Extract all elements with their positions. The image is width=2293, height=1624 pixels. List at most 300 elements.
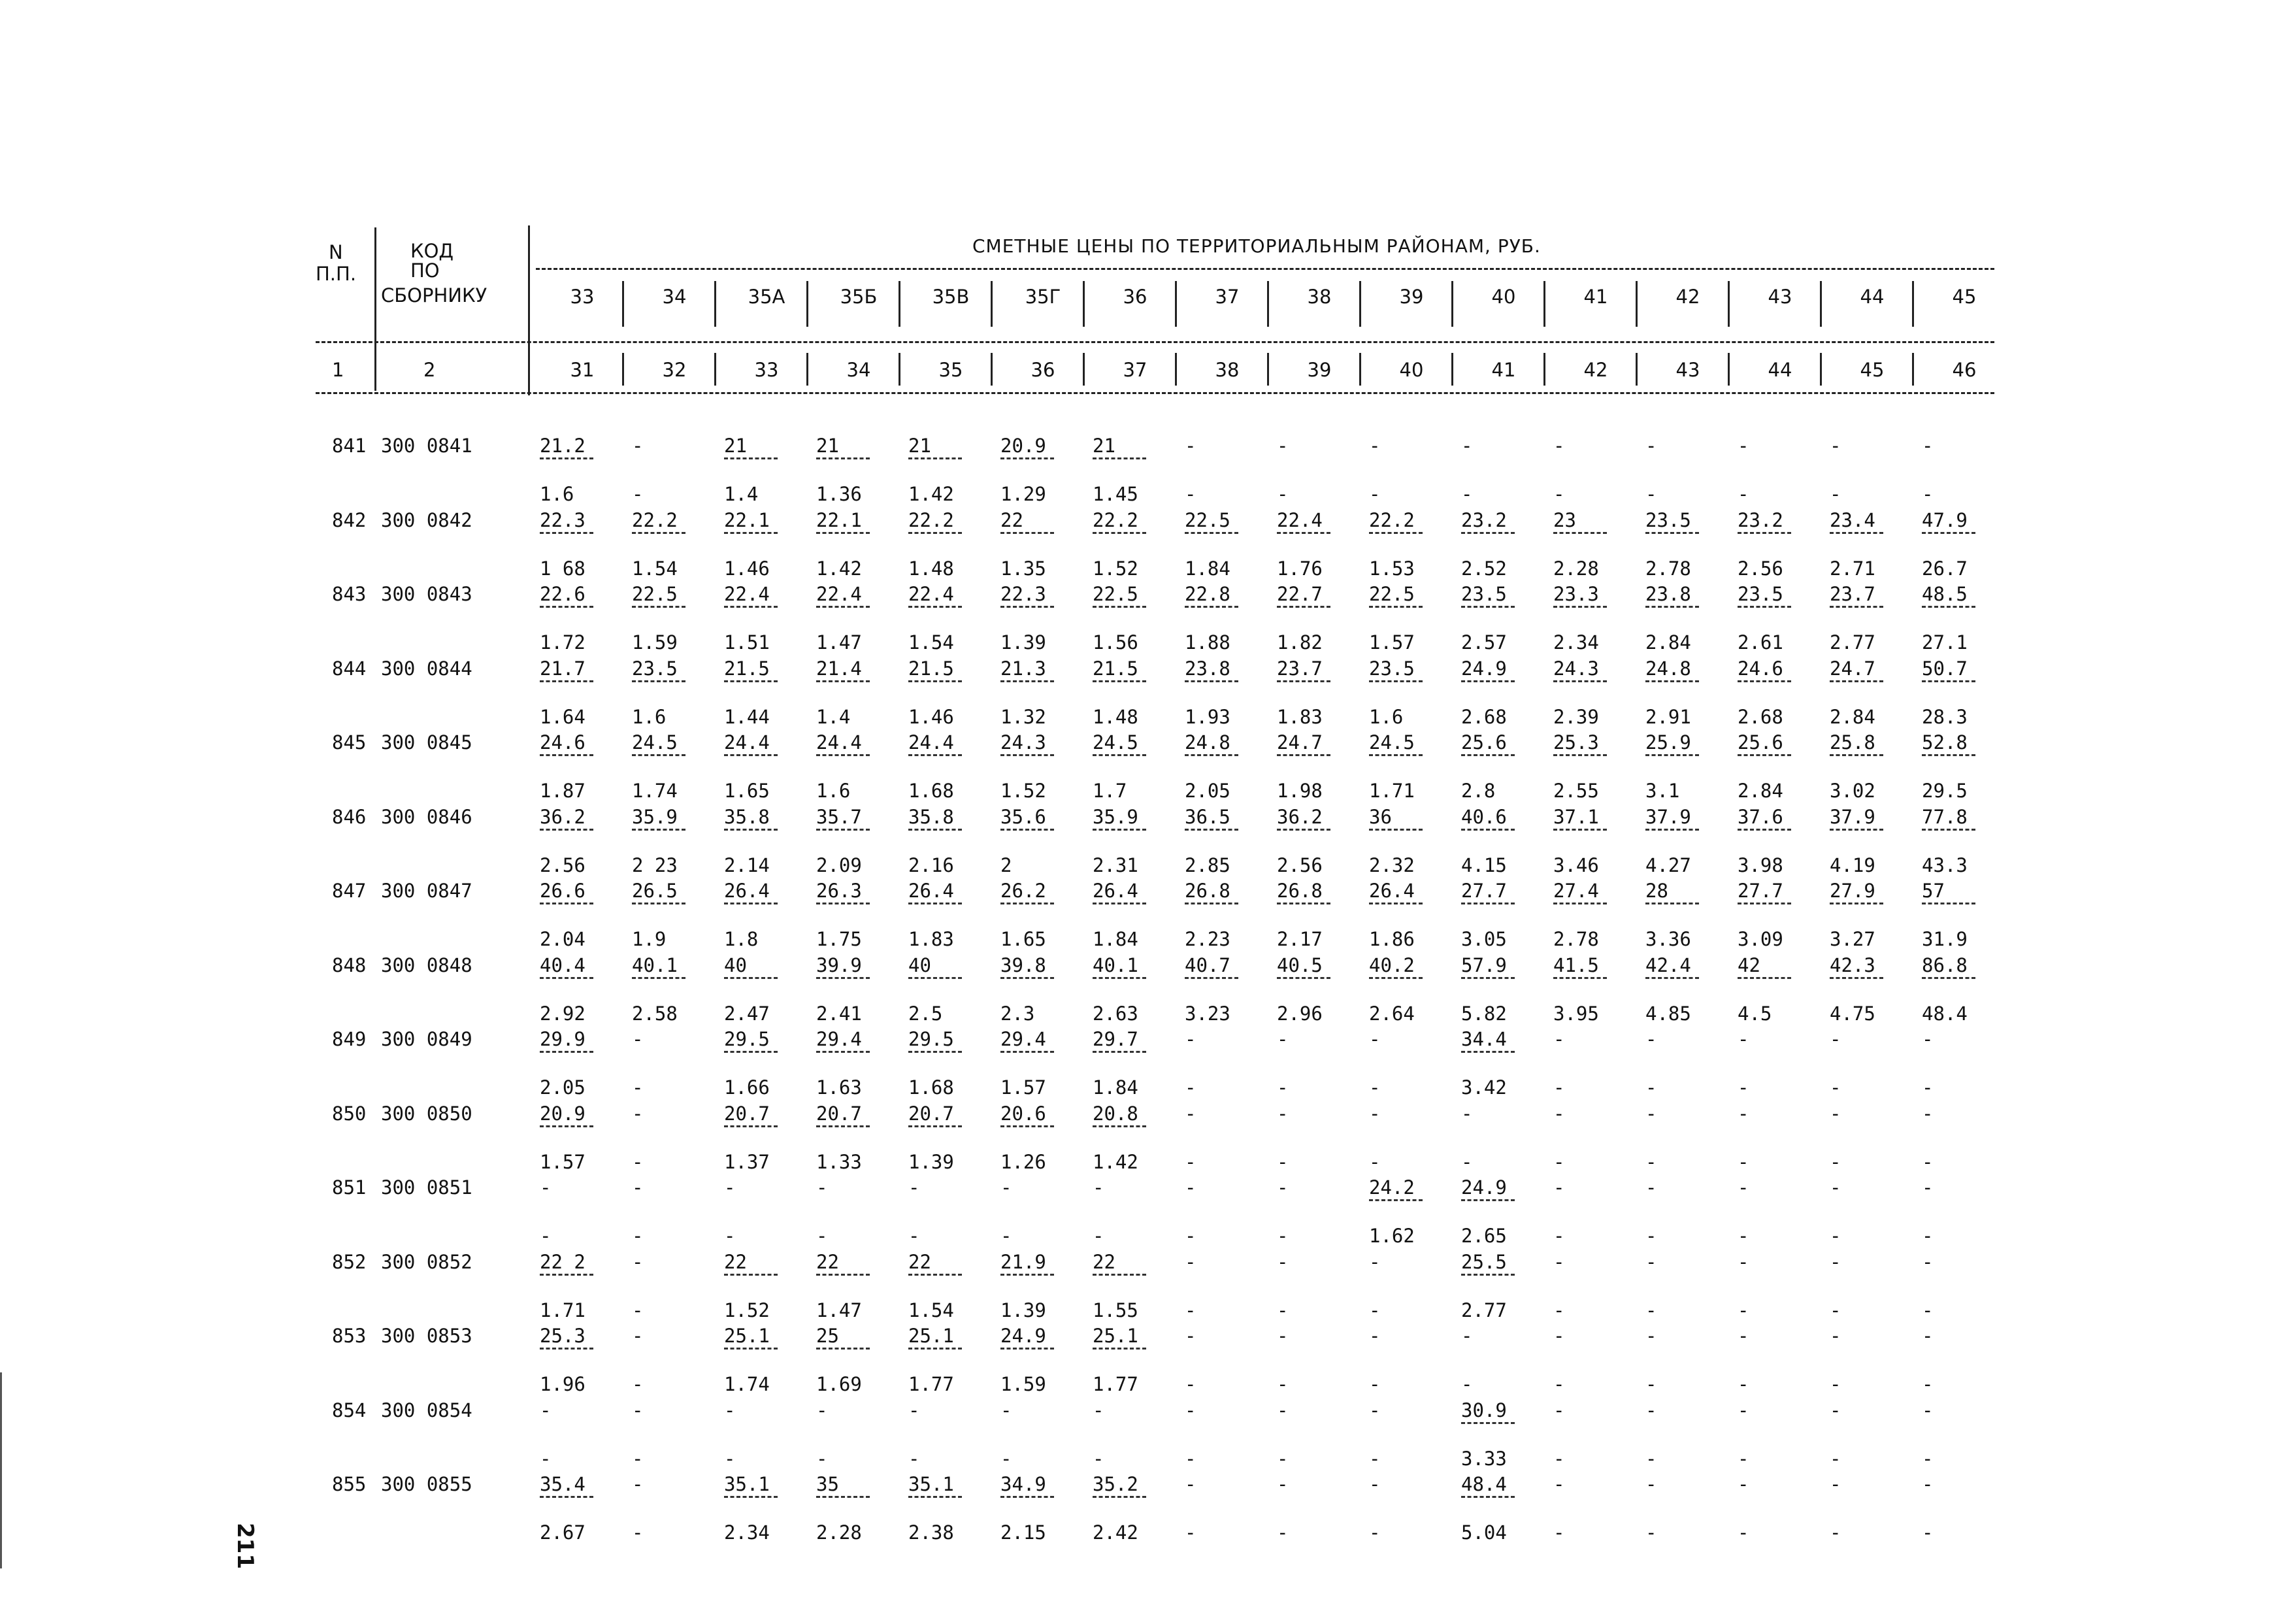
price-value-lower: - (1185, 483, 1196, 505)
price-value: 24.5 (1369, 731, 1415, 754)
header-district-separator (714, 281, 716, 327)
price-value: - (632, 1473, 644, 1495)
fraction-bar (1738, 606, 1791, 608)
price-value-lower: - (1461, 1373, 1473, 1395)
price-value-lower: 2.16 (908, 853, 954, 876)
price-value-lower: 1.72 (540, 631, 586, 654)
fraction-bar (816, 1348, 870, 1350)
price-value-lower: - (1369, 1447, 1381, 1470)
price-value: 22.4 (1277, 508, 1323, 531)
col-number-9: 37 (1123, 359, 1147, 381)
fraction-bar (1461, 903, 1515, 904)
price-value-lower: 1.42 (908, 483, 954, 505)
price-value-lower: 2.39 (1553, 705, 1599, 728)
price-value-lower: 2.77 (1830, 631, 1875, 654)
fraction-bar (540, 1125, 593, 1127)
price-value: - (1830, 1102, 1841, 1125)
price-value: 47.9 (1922, 508, 1968, 531)
price-value-lower: 27.1 (1922, 631, 1968, 654)
fraction-bar (540, 680, 593, 682)
price-value: - (1738, 1250, 1749, 1273)
price-value-lower: 2.34 (724, 1521, 770, 1544)
price-value-lower: 2.56 (1738, 557, 1783, 580)
price-value: 35.1 (724, 1473, 770, 1495)
price-value-lower: - (1645, 1447, 1657, 1470)
col-number-15: 43 (1675, 359, 1700, 381)
fraction-bar (1738, 754, 1791, 756)
fraction-bar (1000, 1348, 1054, 1350)
price-value: 26.8 (1277, 880, 1323, 902)
price-value-lower: 31.9 (1922, 928, 1968, 950)
header-rule-title (536, 268, 1994, 270)
fraction-bar (724, 1051, 778, 1053)
header-district-separator (991, 281, 993, 327)
fraction-bar (908, 1496, 962, 1498)
col-number-separator (1728, 353, 1730, 386)
header-district-separator (1912, 281, 1914, 327)
price-value: 25.8 (1830, 731, 1875, 754)
price-value: 20.7 (908, 1102, 954, 1125)
price-value: 23.8 (1645, 583, 1691, 605)
fraction-bar (1922, 903, 1975, 904)
price-value-lower: - (1185, 1447, 1196, 1470)
price-value-lower: 1.65 (1000, 928, 1046, 950)
price-value: - (1922, 1028, 1934, 1050)
fraction-bar (816, 1125, 870, 1127)
fraction-bar (1093, 977, 1146, 979)
price-value: 24.3 (1000, 731, 1046, 754)
col-number-16: 44 (1768, 359, 1792, 381)
price-value-lower: 1.96 (540, 1373, 586, 1395)
fraction-bar (1000, 1496, 1054, 1498)
fraction-bar (816, 532, 870, 534)
fraction-bar (908, 1051, 962, 1053)
price-value: 40.1 (632, 953, 678, 976)
price-value: 29.5 (724, 1028, 770, 1050)
fraction-bar (1185, 903, 1238, 904)
fraction-bar (1738, 903, 1791, 904)
fraction-bar (908, 1348, 962, 1350)
price-value-lower: - (1461, 1150, 1473, 1173)
price-value-lower: 26.7 (1922, 557, 1968, 580)
price-value-lower: 1.4 (816, 705, 851, 728)
price-value: - (1185, 1176, 1196, 1199)
table-row-number: 853 (332, 1325, 367, 1347)
header-district-7: 36 (1123, 286, 1147, 308)
price-value-lower: - (1738, 483, 1749, 505)
price-value-lower: - (1277, 1150, 1289, 1173)
header-district-2: 34 (662, 286, 687, 308)
price-value: 24.5 (632, 731, 678, 754)
price-value: 21.4 (816, 657, 862, 680)
price-value: 26.4 (1369, 880, 1415, 902)
price-value: - (1369, 435, 1381, 457)
fraction-bar (1185, 606, 1238, 608)
price-value-lower: 2.58 (632, 1002, 678, 1025)
price-value: - (1645, 1028, 1657, 1050)
fraction-bar (1922, 754, 1975, 756)
fraction-bar (724, 606, 778, 608)
col-number-separator (1820, 353, 1822, 386)
price-value: 23.7 (1277, 657, 1323, 680)
price-value: - (1277, 1102, 1289, 1125)
price-value: 21.3 (1000, 657, 1046, 680)
price-value: 40 (724, 953, 747, 976)
fraction-bar (908, 977, 962, 979)
price-value: - (1922, 1102, 1934, 1125)
price-value-lower: 2.41 (816, 1002, 862, 1025)
header-district-separator (1543, 281, 1545, 327)
price-value-lower: 2.56 (1277, 853, 1323, 876)
fraction-bar (1461, 1496, 1515, 1498)
table-row-code: 300 0852 (381, 1250, 472, 1273)
table-row-number: 846 (332, 805, 367, 828)
header-district-14: 43 (1768, 286, 1792, 308)
header-district-3: 35А (748, 286, 785, 308)
header-district-10: 39 (1399, 286, 1424, 308)
price-value-lower: 2.92 (540, 1002, 586, 1025)
price-value-lower: 3.46 (1553, 853, 1599, 876)
price-value: - (1830, 1325, 1841, 1347)
fraction-bar (1369, 1199, 1423, 1201)
price-value-lower: 3.95 (1553, 1002, 1599, 1025)
fraction-bar (540, 977, 593, 979)
price-value-lower: - (1830, 1521, 1841, 1544)
price-value: - (1369, 1250, 1381, 1273)
table-row-code: 300 0842 (381, 508, 472, 531)
price-value: 24.4 (816, 731, 862, 754)
table-row-number: 850 (332, 1102, 367, 1125)
price-value-lower: 1.62 (1369, 1225, 1415, 1247)
price-value: - (1093, 1399, 1104, 1421)
fraction-bar (1738, 532, 1791, 534)
price-value: 40.1 (1093, 953, 1138, 976)
price-value-lower: - (1645, 1373, 1657, 1395)
price-value: 22 (908, 1250, 931, 1273)
price-value-lower: - (1553, 1447, 1565, 1470)
price-value: 35.7 (816, 805, 862, 828)
price-value: - (1277, 1399, 1289, 1421)
fraction-bar (1830, 903, 1883, 904)
header-n-label: N (329, 241, 343, 263)
price-value: 23.2 (1461, 508, 1507, 531)
price-value-lower: - (1645, 1521, 1657, 1544)
col-number-18: 46 (1952, 359, 1977, 381)
fraction-bar (1000, 1125, 1054, 1127)
price-value-lower: 3.98 (1738, 853, 1783, 876)
fraction-bar (1369, 532, 1423, 534)
price-value: 35.9 (632, 805, 678, 828)
price-value-lower: 2.17 (1277, 928, 1323, 950)
fraction-bar (908, 532, 962, 534)
price-value-lower: - (1553, 1076, 1565, 1099)
price-value-lower: 2.05 (540, 1076, 586, 1099)
fraction-bar (1461, 754, 1515, 756)
header-district-11: 40 (1491, 286, 1516, 308)
fraction-bar (540, 457, 593, 459)
price-value-lower: 1.84 (1093, 928, 1138, 950)
price-value-lower: 1.29 (1000, 483, 1046, 505)
price-value: 27.7 (1738, 880, 1783, 902)
price-value-lower: 1.6 (816, 780, 851, 802)
col-number-3: 31 (570, 359, 595, 381)
price-value-lower: 2.14 (724, 853, 770, 876)
price-value-lower: - (816, 1225, 828, 1247)
col-number-14: 42 (1583, 359, 1608, 381)
price-value-lower: 1.8 (724, 928, 759, 950)
price-value: 25.1 (1093, 1325, 1138, 1347)
price-value-lower: 1.87 (540, 780, 586, 802)
price-value: - (1369, 1028, 1381, 1050)
fraction-bar (908, 1125, 962, 1127)
col-number-separator (1175, 353, 1177, 386)
price-value-lower: 2.8 (1461, 780, 1496, 802)
price-value-lower: - (1645, 1225, 1657, 1247)
price-value-lower: 1.55 (1093, 1299, 1138, 1321)
price-value-lower: 2.28 (816, 1521, 862, 1544)
price-value: 26.4 (1093, 880, 1138, 902)
price-value: - (1369, 1473, 1381, 1495)
price-value-lower: 2.28 (1553, 557, 1599, 580)
price-value: 26.4 (724, 880, 770, 902)
price-value-lower: - (1645, 1299, 1657, 1321)
price-value: 23 (1553, 508, 1576, 531)
price-value: 22 (816, 1250, 839, 1273)
price-value-lower: - (1185, 1373, 1196, 1395)
table-row-number: 852 (332, 1250, 367, 1273)
price-value-lower: 1.48 (1093, 705, 1138, 728)
fraction-bar (540, 1348, 593, 1350)
price-value-lower: 2.38 (908, 1521, 954, 1544)
header-district-separator (1083, 281, 1085, 327)
price-value: 22.4 (724, 583, 770, 605)
fraction-bar (816, 1274, 870, 1276)
price-value-lower: - (1185, 1225, 1196, 1247)
fraction-bar (1000, 829, 1054, 831)
price-value-lower: 1.52 (724, 1299, 770, 1321)
price-value-lower: 1.88 (1185, 631, 1230, 654)
price-value-lower: - (1277, 1447, 1289, 1470)
fraction-bar (632, 829, 685, 831)
fraction-bar (632, 606, 685, 608)
price-value: - (1645, 1250, 1657, 1273)
fraction-bar (632, 680, 685, 682)
price-value-lower: 2.52 (1461, 557, 1507, 580)
header-rule-mid (316, 341, 1994, 343)
price-value: - (1738, 1399, 1749, 1421)
price-value: 24.8 (1645, 657, 1691, 680)
price-value: 24.3 (1553, 657, 1599, 680)
fraction-bar (1093, 903, 1146, 904)
fraction-bar (724, 829, 778, 831)
price-value-lower: 1.84 (1093, 1076, 1138, 1099)
fraction-bar (908, 606, 962, 608)
price-value: 24.7 (1830, 657, 1875, 680)
price-value-lower: - (632, 483, 644, 505)
price-value: 23.8 (1185, 657, 1230, 680)
fraction-bar (908, 903, 962, 904)
price-value: - (1553, 1325, 1565, 1347)
fraction-bar (1461, 829, 1515, 831)
fraction-bar (1922, 680, 1975, 682)
fraction-bar (724, 457, 778, 459)
fraction-bar (1369, 903, 1423, 904)
price-value: - (1645, 1473, 1657, 1495)
fraction-bar (1553, 829, 1607, 831)
fraction-bar (1185, 754, 1238, 756)
price-value: 21.5 (908, 657, 954, 680)
price-value-lower: 1.26 (1000, 1150, 1046, 1173)
header-district-8: 37 (1215, 286, 1240, 308)
fraction-bar (1000, 977, 1054, 979)
fraction-bar (1738, 680, 1791, 682)
price-value: 50.7 (1922, 657, 1968, 680)
price-value-lower: - (908, 1447, 920, 1470)
fraction-bar (1553, 606, 1607, 608)
price-value-lower: - (1830, 1076, 1841, 1099)
price-value-lower: - (1553, 1225, 1565, 1247)
price-value: 26.2 (1000, 880, 1046, 902)
price-value: - (816, 1399, 828, 1421)
fraction-bar (1000, 680, 1054, 682)
price-value: 42.3 (1830, 953, 1875, 976)
fraction-bar (1738, 977, 1791, 979)
fraction-bar (1093, 829, 1146, 831)
price-value: - (632, 1176, 644, 1199)
price-value: 29.4 (1000, 1028, 1046, 1050)
price-value-lower: 2.32 (1369, 853, 1415, 876)
price-value-lower: - (540, 1447, 552, 1470)
fraction-bar (816, 977, 870, 979)
fraction-bar (1369, 680, 1423, 682)
price-value: 35.6 (1000, 805, 1046, 828)
fraction-bar (1277, 977, 1330, 979)
price-value: - (1277, 1028, 1289, 1050)
fraction-bar (1277, 606, 1330, 608)
price-value: - (632, 435, 644, 457)
price-value-lower: 2.68 (1738, 705, 1783, 728)
header-district-separator (1267, 281, 1269, 327)
table-row-number: 845 (332, 731, 367, 754)
price-value-lower: 4.27 (1645, 853, 1691, 876)
price-value-lower: 1.82 (1277, 631, 1323, 654)
header-district-separator (899, 281, 900, 327)
price-value: 29.4 (816, 1028, 862, 1050)
price-value: - (1553, 1399, 1565, 1421)
fraction-bar (1922, 829, 1975, 831)
table-row-code: 300 0853 (381, 1325, 472, 1347)
price-value: 25.5 (1461, 1250, 1507, 1273)
price-value: - (1553, 1102, 1565, 1125)
price-value-lower: 1.35 (1000, 557, 1046, 580)
price-value: 24.4 (908, 731, 954, 754)
price-value-lower: - (1553, 1521, 1565, 1544)
price-value: 21.9 (1000, 1250, 1046, 1273)
price-value-lower: 2.34 (1553, 631, 1599, 654)
price-value-lower: - (632, 1150, 644, 1173)
fraction-bar (816, 829, 870, 831)
col-number-5: 33 (754, 359, 779, 381)
table-row-number: 841 (332, 435, 367, 457)
price-value: 29.9 (540, 1028, 586, 1050)
header-district-13: 42 (1675, 286, 1700, 308)
price-value: 37.1 (1553, 805, 1599, 828)
col-number-separator (1636, 353, 1638, 386)
price-value: - (724, 1399, 736, 1421)
price-value: 36.2 (540, 805, 586, 828)
col-number-separator (1543, 353, 1545, 386)
price-value: - (1461, 435, 1473, 457)
price-value-lower: - (632, 1447, 644, 1470)
price-value: 23.5 (1645, 508, 1691, 531)
fraction-bar (1922, 532, 1975, 534)
price-value-lower: - (1093, 1447, 1104, 1470)
price-value-lower: 4.75 (1830, 1002, 1875, 1025)
price-value: 37.9 (1645, 805, 1691, 828)
price-value-lower: 1.59 (632, 631, 678, 654)
col-number-4: 32 (662, 359, 687, 381)
col-number-13: 41 (1491, 359, 1516, 381)
price-value: 26.4 (908, 880, 954, 902)
price-value: 24.6 (1738, 657, 1783, 680)
price-value: - (1185, 1250, 1196, 1273)
table-row-code: 300 0847 (381, 880, 472, 902)
price-value-lower: - (1922, 1447, 1934, 1470)
fraction-bar (1093, 1348, 1146, 1350)
price-value: 26.6 (540, 880, 586, 902)
price-value: 41.5 (1553, 953, 1599, 976)
price-value-lower: - (1830, 1150, 1841, 1173)
price-value: 27.9 (1830, 880, 1875, 902)
price-value: 23.5 (1369, 657, 1415, 680)
price-value: 25 (816, 1325, 839, 1347)
price-value: - (1461, 1102, 1473, 1125)
price-value-lower: 2.31 (1093, 853, 1138, 876)
price-value: - (1922, 1325, 1934, 1347)
fraction-bar (1000, 1051, 1054, 1053)
price-value: 26.3 (816, 880, 862, 902)
price-value: 22.5 (1369, 583, 1415, 605)
price-value-lower: 1.47 (816, 1299, 862, 1321)
price-value-lower: - (1369, 1373, 1381, 1395)
price-value-lower: 1.6 (1369, 705, 1404, 728)
price-value-lower: - (1277, 1225, 1289, 1247)
price-value-lower: 3.02 (1830, 780, 1875, 802)
price-value-lower: - (724, 1225, 736, 1247)
price-value: 37.9 (1830, 805, 1875, 828)
price-value: - (816, 1176, 828, 1199)
table-row-number: 851 (332, 1176, 367, 1199)
price-value-lower: 1.71 (540, 1299, 586, 1321)
price-value: - (1738, 435, 1749, 457)
price-value: - (1185, 1102, 1196, 1125)
price-value-lower: - (1185, 1299, 1196, 1321)
price-value: 22 (724, 1250, 747, 1273)
price-value: 22.2 (632, 508, 678, 531)
price-value: 25.9 (1645, 731, 1691, 754)
fraction-bar (632, 532, 685, 534)
price-value-lower: 4.19 (1830, 853, 1875, 876)
price-value-lower: 1 68 (540, 557, 586, 580)
price-value-lower: 1.9 (632, 928, 667, 950)
price-value-lower: 1.98 (1277, 780, 1323, 802)
price-value-lower: 1.74 (632, 780, 678, 802)
price-value: - (1738, 1473, 1749, 1495)
price-value-lower: 2.84 (1738, 780, 1783, 802)
price-value: - (1830, 435, 1841, 457)
price-value: - (632, 1250, 644, 1273)
fraction-bar (816, 1496, 870, 1498)
